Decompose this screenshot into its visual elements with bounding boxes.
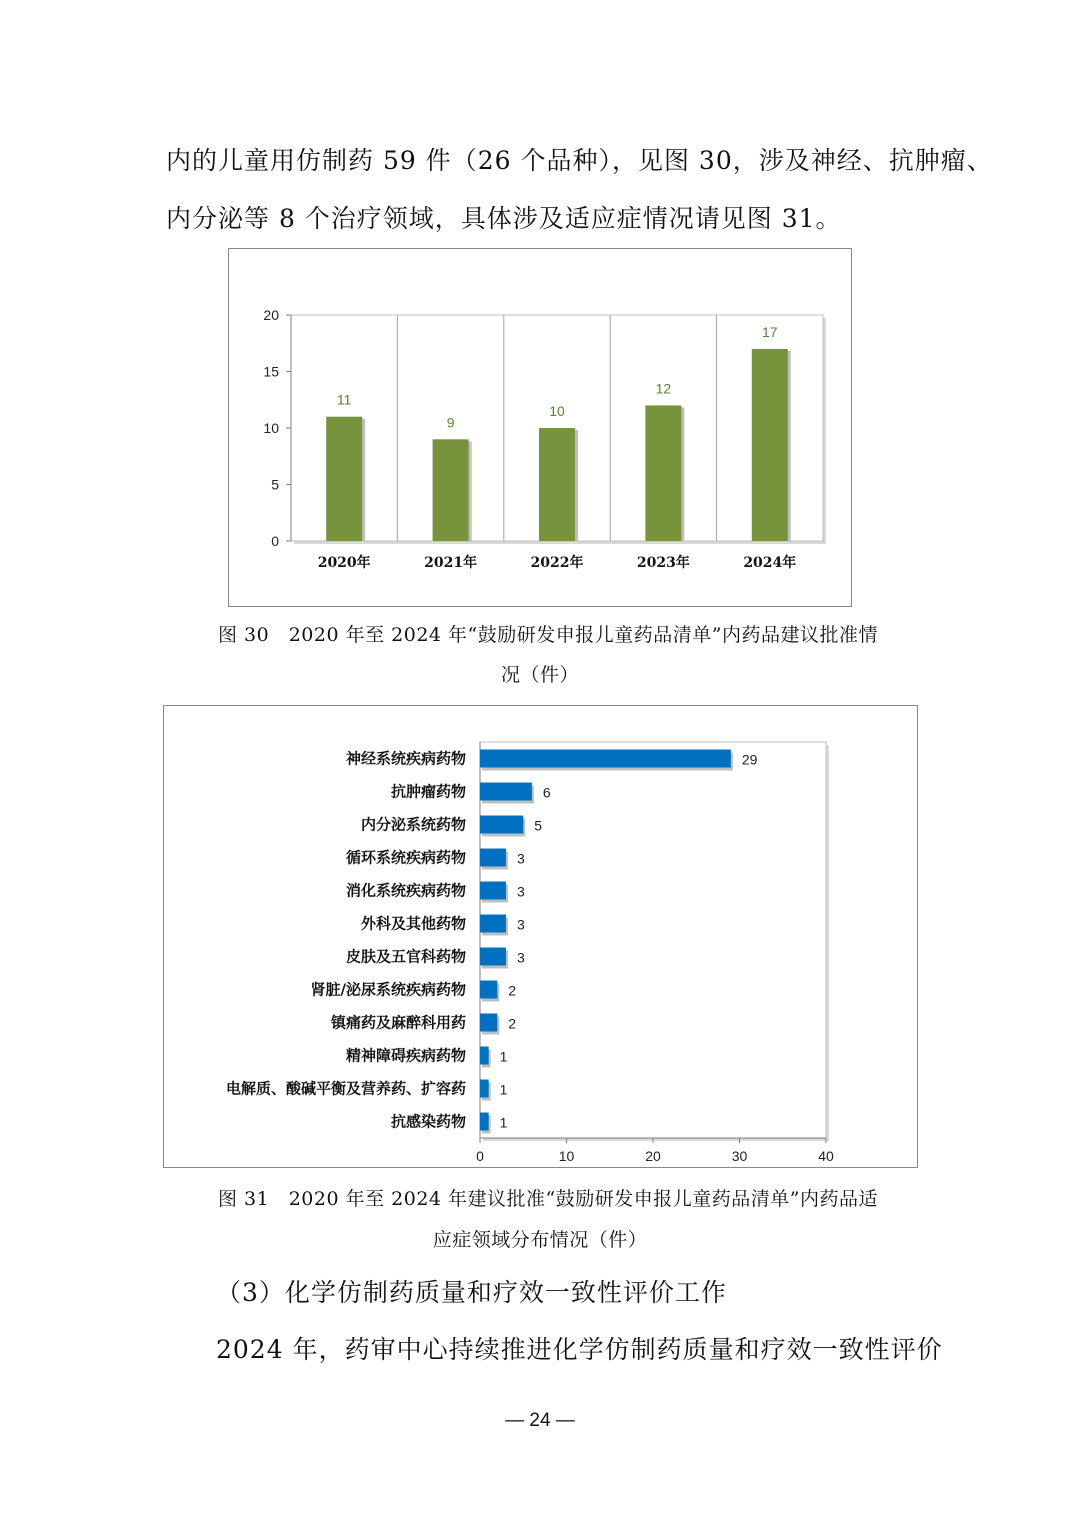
x-tick-label: 30	[731, 1148, 748, 1164]
figure-30-caption-line-1: 图 30 2020 年至 2024 年“鼓励研发申报儿童药品清单”内药品建议批准情	[218, 624, 878, 646]
section-heading: （3）化学仿制药质量和疗效一致性评价工作	[216, 1278, 727, 1307]
page-number: — 24 —	[505, 1410, 575, 1431]
bar-value-label: 3	[516, 883, 525, 900]
bar-循环系统疾病药物	[480, 849, 506, 867]
y-tick-label: 内分泌系统药物	[360, 815, 466, 834]
x-tick-label: 40	[818, 1148, 834, 1164]
bar-2023年	[645, 405, 681, 541]
figure-30-svg	[229, 249, 851, 606]
y-tick-label: 10	[263, 420, 279, 436]
y-tick-label: 0	[271, 533, 279, 549]
bar-电解质、酸碱平衡及营养药、扩容药	[480, 1080, 489, 1098]
x-tick-label: 2022年	[530, 555, 584, 571]
bar-2024年	[752, 349, 788, 541]
bar-value-label: 1	[499, 1081, 508, 1098]
section-body-line-1: 2024 年，药审中心持续推进化学仿制药质量和疗效一致性评价	[216, 1335, 943, 1364]
bar-value-label: 12	[655, 380, 672, 397]
figure-31-caption-line-1: 图 31 2020 年至 2024 年建议批准“鼓励研发申报儿童药品清单”内药品适	[218, 1188, 878, 1210]
bar-value-label: 6	[542, 784, 551, 801]
y-tick-label: 15	[263, 363, 279, 380]
x-tick-label: 10	[558, 1148, 575, 1164]
intro-line-2: 内分泌等 8 个治疗领域，具体涉及适应症情况请见图 31。	[166, 204, 842, 233]
bar-镇痛药及麻醉科用药	[480, 1014, 497, 1032]
bar-value-label: 29	[741, 751, 758, 768]
bar-value-label: 2	[508, 1015, 517, 1032]
y-tick-label: 消化系统疾病药物	[345, 881, 466, 900]
bar-皮肤及五官科药物	[480, 948, 506, 966]
x-tick-label: 2021年	[424, 555, 478, 571]
bar-value-label: 9	[446, 414, 455, 431]
figure-31-chart	[163, 705, 918, 1168]
y-tick-label: 精神障碍疾病药物	[345, 1046, 466, 1065]
x-tick-label: 20	[645, 1148, 661, 1164]
bar-value-label: 3	[516, 850, 525, 867]
bar-value-label: 1	[499, 1048, 508, 1065]
x-tick-label: 2023年	[636, 555, 690, 571]
bar-value-label: 1	[499, 1114, 508, 1131]
bar-2020年	[326, 417, 362, 541]
y-tick-label: 肾脏/泌尿系统疾病药物	[310, 980, 466, 999]
figure-30-caption-line-2: 况（件）	[500, 664, 579, 686]
x-tick-label: 2020年	[317, 555, 371, 571]
bar-value-label: 3	[516, 949, 525, 966]
y-tick-label: 镇痛药及麻醉科用药	[330, 1013, 466, 1032]
y-tick-label: 电解质、酸碱平衡及营养药、扩容药	[225, 1079, 466, 1098]
bar-value-label: 5	[534, 817, 543, 834]
intro-line-1: 内的儿童用仿制药 59 件（26 个品种），见图 30，涉及神经、抗肿瘤、	[166, 146, 993, 175]
x-tick-label: 0	[476, 1148, 484, 1164]
y-tick-label: 外科及其他药物	[360, 914, 466, 933]
bar-value-label: 2	[508, 982, 517, 999]
bar-2022年	[539, 428, 575, 541]
figure-31-caption-line-2: 应症领域分布情况（件）	[432, 1229, 648, 1251]
bar-神经系统疾病药物	[480, 750, 731, 768]
figure-30-chart	[228, 248, 852, 607]
y-tick-label: 皮肤及五官科药物	[345, 947, 466, 966]
bar-抗肿瘤药物	[480, 783, 532, 801]
bar-2021年	[433, 439, 469, 541]
bar-value-label: 3	[516, 916, 525, 933]
y-tick-label: 20	[263, 307, 279, 323]
y-tick-label: 5	[271, 476, 279, 493]
x-tick-label: 2024年	[743, 555, 797, 571]
figure-31-svg	[164, 706, 917, 1167]
y-tick-label: 抗肿瘤药物	[390, 782, 466, 801]
bar-内分泌系统药物	[480, 816, 523, 834]
bar-精神障碍疾病药物	[480, 1047, 489, 1065]
bar-消化系统疾病药物	[480, 882, 506, 900]
bar-外科及其他药物	[480, 915, 506, 933]
y-tick-label: 抗感染药物	[390, 1112, 466, 1131]
bar-肾脏/泌尿系统疾病药物	[480, 981, 497, 999]
bar-抗感染药物	[480, 1113, 489, 1131]
bar-value-label: 11	[336, 391, 352, 408]
y-tick-label: 神经系统疾病药物	[345, 749, 466, 768]
bar-value-label: 17	[762, 323, 778, 340]
y-tick-label: 循环系统疾病药物	[345, 848, 466, 867]
bar-value-label: 10	[549, 403, 565, 419]
